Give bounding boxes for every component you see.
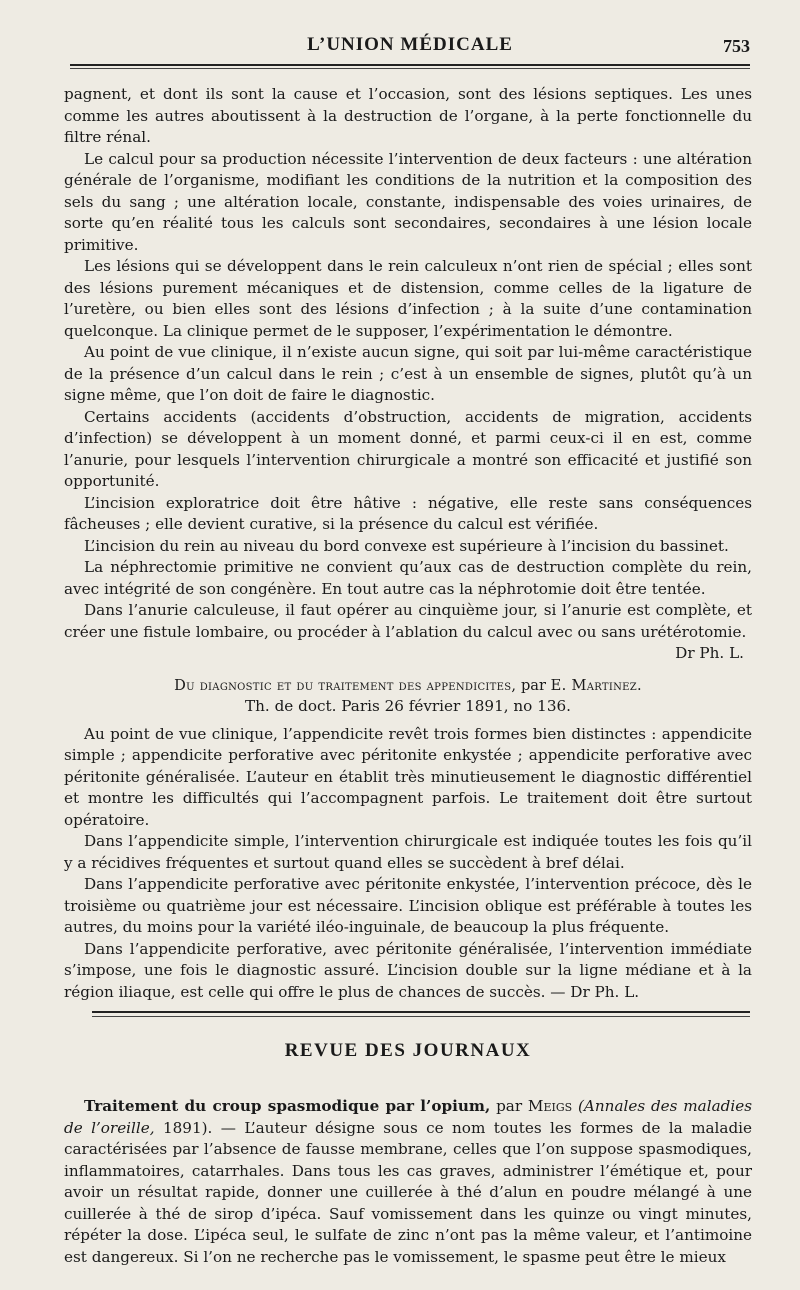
article-journal: (Annales des maladies de l’oreille, bbox=[64, 1097, 752, 1137]
paragraph: Au point de vue clinique, il n’existe aucun signe, qui soit par lui-même caractéristique de la présence d’un calcul dans le rein ; c’est à un ensemble de signes, plutôt qu’à un signe même, que l’on doit de faire le diagnostic. bbox=[64, 343, 752, 404]
review-heading bbox=[64, 675, 752, 697]
article-title: Traitement du croup spasmodique par l’opium, bbox=[84, 1097, 491, 1115]
body-text-bottom bbox=[64, 1096, 752, 1268]
header-rule-thin bbox=[70, 68, 750, 69]
article-text: 1891). — L’auteur désigne sous ce nom toutes les formes de la maladie caractérisées par l’absence de fausse membrane, celles que l’on suppose spasmodiques, inflammatoires, catarrhales. Dans tous les cas graves, administrer l’émétique et, pour avoir un résultat rapide, donner une cuillerée à thé d’alun en poudre mélangé à une cuillerée à thé de sirop d’ipéca. Sauf vomissement dans les quinze ou vingt minutes, répéter la dose. L’ipéca seul, le sulfate de zinc n’ont pas la même valeur, et l’antimoine est dangereux. Si l’on ne recherche pas le vomissement, le spasme peut être le mieux bbox=[64, 1118, 753, 1266]
running-head bbox=[70, 30, 750, 60]
paragraph: Le calcul pour sa production nécessite l’intervention de deux facteurs : une altération générale de l’organisme, modifiant les conditions de la nutrition et la composition des sels du sang ; une altération locale, constante, indispensable des voies urinaires, de sorte qu’en réalité tous les calculs sont secondaires, secondaires à une lésion locale primitive. bbox=[64, 149, 752, 254]
paragraph: pagnent, et dont ils sont la cause et l’occasion, sont des lésions septiques. Les unes comme les autres aboutissent à la destruction de l’organe, à la perte fonctionnelle du filtre rénal. bbox=[64, 85, 752, 146]
page-number: 753 bbox=[723, 36, 750, 56]
paragraph: Les lésions qui se développent dans le rein calculeux n’ont rien de spécial ; elles sont des lésions purement mécaniques et de distension, comme celles de la ligature de l’uretère, ou bien elles sont des lésions d’infection ; à la suite d’une contamination quelconque. La clinique permet de le supposer, l’expérimentation le démontre. bbox=[64, 257, 752, 340]
article-paragraph bbox=[64, 1096, 752, 1268]
paragraph: L’incision exploratrice doit être hâtive : négative, elle reste sans conséquences fâcheuses ; elle devient curative, si la présence du calcul est vérifiée. bbox=[64, 493, 752, 533]
section-title: REVUE DES JOURNAUX bbox=[284, 1040, 532, 1061]
paragraph: La néphrectomie primitive ne convient qu’aux cas de destruction complète du rein, avec intégrité de son congénère. En tout autre cas la néphrotomie doit être tentée. bbox=[64, 558, 752, 598]
review-title: Du diagnostic et du traitement des appendicites, bbox=[174, 676, 517, 694]
review-by: par bbox=[520, 676, 546, 694]
body-text-top bbox=[64, 84, 752, 1003]
paragraph: Dans l’appendicite perforative, avec péritonite généralisée, l’intervention immédiate s’impose, une fois le diagnostic assuré. L’incision double sur la ligne médiane et à la région iliaque, est celle qui offre le plus de chances de succès. — Dr Ph. L. bbox=[64, 939, 752, 1001]
journal-title: L’UNION MÉDICALE bbox=[307, 34, 513, 55]
article-by: par bbox=[496, 1097, 523, 1115]
paragraph: Au point de vue clinique, l’appendicite revêt trois formes bien distinctes : appendicite simple ; appendicite perforative avec péritonite enkystée ; appendicite perforative avec péritonite généralisée. L’auteur en établit très minutieusement le diagnostic différentiel et montre les difficultés qui l’accompagnent parfois. Le traitement doit être surtout opératoire. bbox=[64, 724, 752, 829]
section-rule bbox=[92, 1011, 750, 1013]
section-rule-thin bbox=[92, 1016, 750, 1017]
paragraph: Dans l’anurie calculeuse, il faut opérer au cinquième jour, si l’anurie est complète, et créer une fistule lombaire, ou procéder à l’ablation du calcul avec ou sans urétérotomie. bbox=[64, 601, 752, 641]
header-rule bbox=[70, 64, 750, 66]
paragraph: Dans l’appendicite simple, l’intervention chirurgicale est indiquée toutes les fois qu’il y a récidives fréquentes et surtout quand elles se succèdent à bref délai. bbox=[64, 832, 752, 872]
paragraph: Certains accidents (accidents d’obstruction, accidents de migration, accidents d’infection) se développent à un moment donné, et parmi ceux-ci il en est, comme l’anurie, pour lesquels l’intervention chirurgicale a montré son efficacité et justifié son opportunité. bbox=[64, 407, 752, 490]
paragraph: Dans l’appendicite perforative avec péritonite enkystée, l’intervention précoce, dès le troisième ou quatrième jour est nécessaire. L’incision oblique est préférable à toutes les autres, du moins pour la variété iléo-inguinale, de beaucoup la plus fréquente. bbox=[64, 875, 752, 936]
paragraph: L’incision du rein au niveau du bord convexe est supérieure à l’incision du bassinet. bbox=[84, 536, 729, 555]
review-reference: Th. de doct. Paris 26 février 1891, no 136. bbox=[245, 697, 571, 715]
article-author: Meigs bbox=[527, 1097, 573, 1115]
review-author: E. Martinez. bbox=[550, 676, 642, 694]
signature: Dr Ph. L. bbox=[675, 644, 744, 662]
